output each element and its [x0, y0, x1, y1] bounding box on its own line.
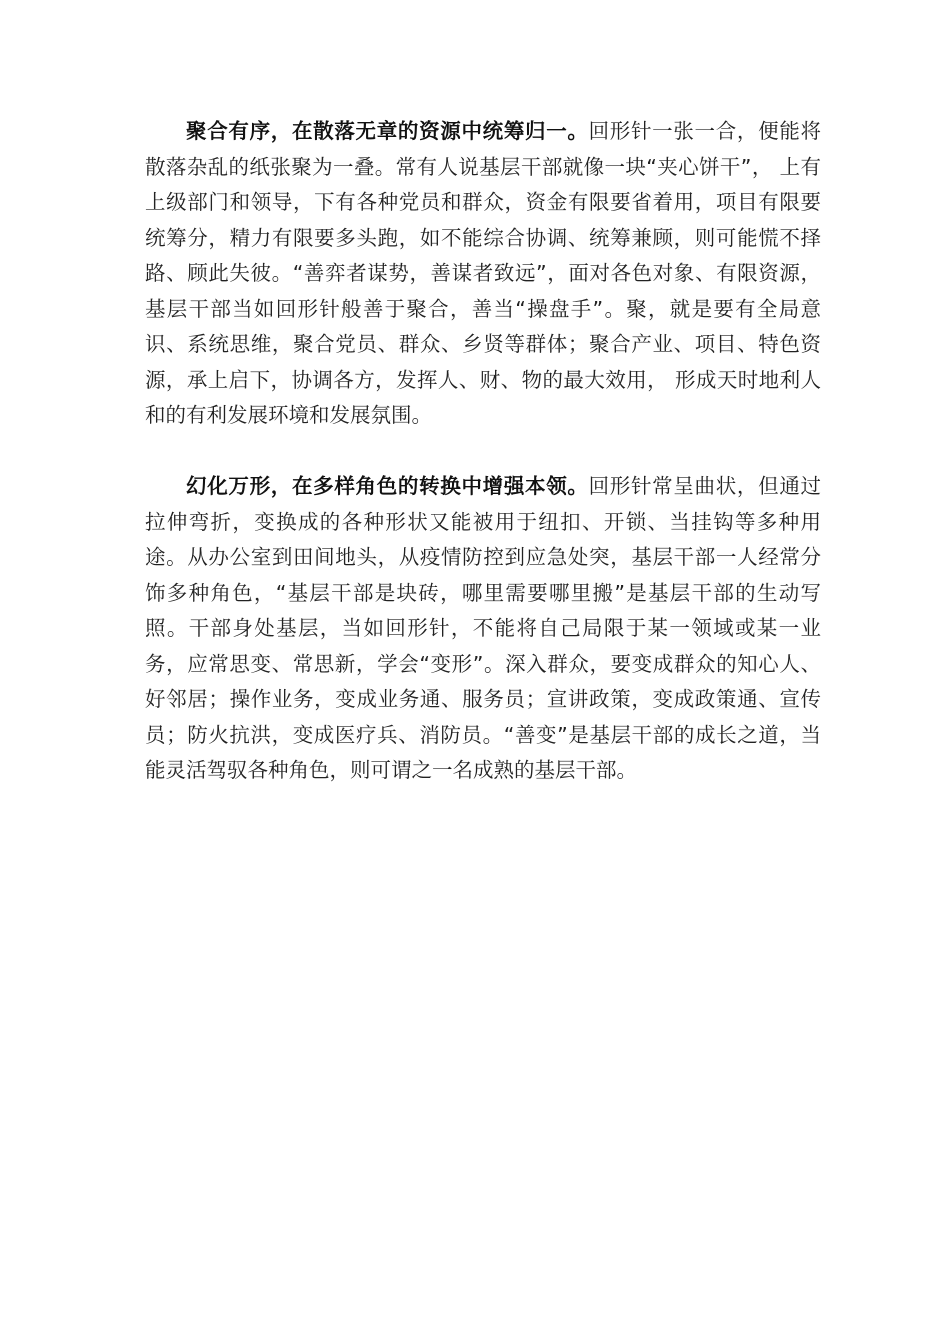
article-body — [145, 114, 821, 789]
paragraph-body-text: 回形针常呈曲状，但通过拉伸弯折，变换成的各种形状又能被用于纽扣、开锁、当挂钩等多种用途。从办公室到田间地头，从疫情防控到应急处突，基层干部一人经常分饰多种角色，“基层干部是块砖，哪里需要哪里搬”是基层干部的生动写照。干部身处基层，当如回形针，不能将自己局限于某一领域或某一业务，应常思变、常思新，学会“变形”。深入群众，要变成群众的知心人、好邻居；操作业务，变成业务通、服务员；宣讲政策，变成政策通、宣传员；防火抗洪，变成医疗兵、消防员。“善变”是基层干部的成长之道，当能灵活驾驭各种角色，则可谓之一名成熟的基层干部。 — [145, 474, 822, 782]
paragraph-lead-heading: 幻化万形，在多样角色的转换中增强本领。 — [186, 474, 589, 498]
paragraph-lead-heading: 聚合有序，在散落无章的资源中统筹归一。 — [186, 119, 589, 143]
paragraph-transforming — [145, 469, 821, 789]
paragraph-gathering — [145, 114, 821, 434]
paragraph-body-text: 回形针一张一合，便能将散落杂乱的纸张聚为一叠。常有人说基层干部就像一块“夹心饼干”， 上有上级部门和领导，下有各种党员和群众，资金有限要省着用，项目有限要统筹分，精力有限要多头跑，如不能综合协调、统筹兼顾，则可能慌不择路、顾此失彼。“善弈者谋势，善谋者致远”，面对各色对象、有限资源，基层干部当如回形针般善于聚合，善当“操盘手”。聚，就是要有全局意识、系统思维，聚合党员、群众、乡贤等群体；聚合产业、项目、特色资源，承上启下，协调各方，发挥人、财、物的最大效用， 形成天时地利人和的有利发展环境和发展氛围。 — [145, 119, 822, 427]
